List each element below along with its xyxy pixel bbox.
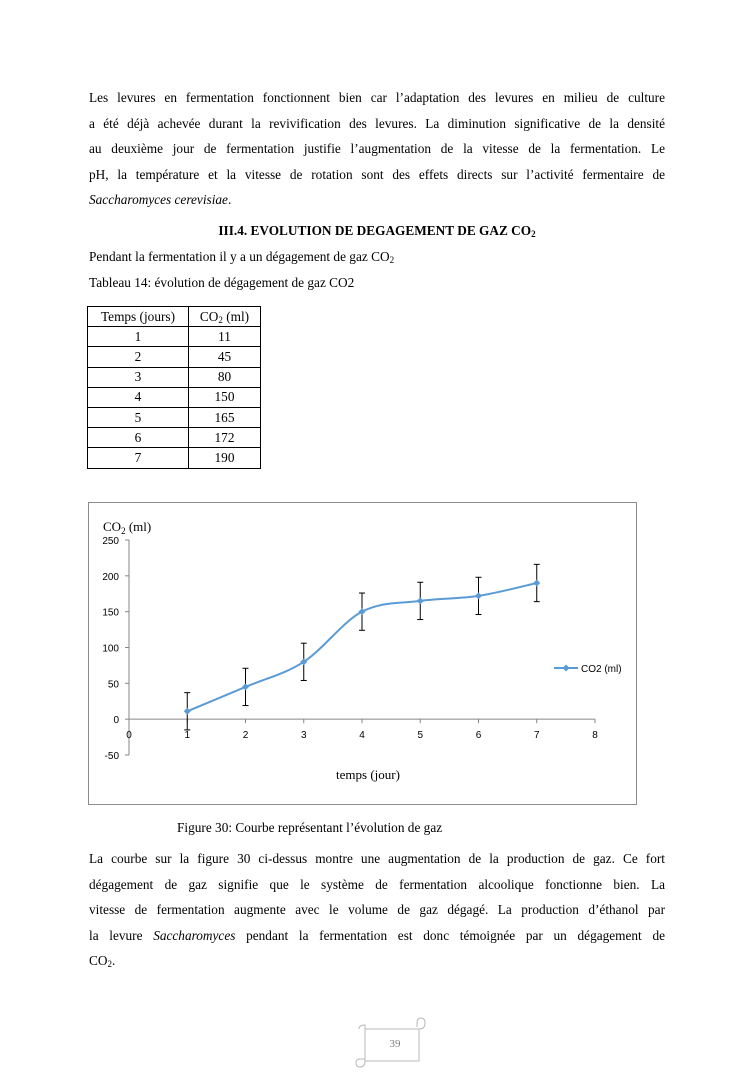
y-axis-label: $CO_2$ (ml) <box>103 519 152 536</box>
x-tick-label: 6 <box>475 730 482 742</box>
table-cell-co2: 150 <box>189 387 261 407</box>
table-row <box>88 347 261 367</box>
x-tick-label: 0 <box>126 730 132 742</box>
intro-paragraph <box>89 85 665 213</box>
table-cell-day: 5 <box>88 407 189 427</box>
x-tick-label: 3 <box>300 730 307 742</box>
table-cell-day: 6 <box>88 428 189 448</box>
table-cell-day: 7 <box>88 448 189 468</box>
table-cell-co2: 165 <box>189 407 261 427</box>
page-number: 39 <box>389 1038 401 1050</box>
table-row <box>88 428 261 448</box>
conclusion-paragraph <box>89 846 665 974</box>
x-tick-label: 4 <box>359 730 365 742</box>
intro-end: . <box>227 192 232 208</box>
chart-svg <box>89 503 638 806</box>
conclusion-line-2: dégagement de gaz signifie que le système de fermentation alcoolique fonctionne bien. La <box>89 876 665 892</box>
conclusion-end: . <box>111 953 116 969</box>
table-row <box>88 387 261 407</box>
conclusion-line-4-a: la levure <box>89 927 154 943</box>
intro-line-5 <box>89 187 665 213</box>
table-row <box>88 367 261 387</box>
co2-chart <box>88 502 637 805</box>
conclusion-line-4-b: pendant la fermentation est donc témoignée par un dégagement de <box>235 927 665 943</box>
table-cell-day: 1 <box>88 327 189 347</box>
conclusion-line-1: La courbe sur la figure 30 ci-dessus montre une augmentation de la production de gaz. Ce fort <box>89 851 665 866</box>
conclusion-line-4 <box>89 923 665 949</box>
section-heading-sub: 2 <box>531 229 536 239</box>
table-cell-day: 2 <box>88 347 189 367</box>
conclusion-line-3: vitesse de fermentation augmente avec le volume de gaz dégagé. La production d’éthanol par <box>89 902 665 918</box>
x-tick-label: 5 <box>417 730 424 742</box>
header-time: Temps (jours) <box>88 307 189 327</box>
species-name: Saccharomyces cerevisiae <box>89 192 228 208</box>
table-cell-co2: 190 <box>189 448 261 468</box>
co2-table <box>87 306 261 469</box>
page-number-scroll <box>355 1017 430 1069</box>
x-tick-label: 7 <box>533 730 540 742</box>
intro-line-2: a été déjà achevée durant la revivification des levures. La diminution significative de la densité <box>89 115 665 131</box>
header-co2-suffix: (ml) <box>222 308 250 324</box>
header-co2-prefix: CO <box>199 308 219 324</box>
table-row <box>88 448 261 468</box>
table-row <box>88 327 261 347</box>
table-cell-co2: 11 <box>189 327 261 347</box>
y-tick-label: 150 <box>102 607 119 619</box>
table-cell-day: 4 <box>88 387 189 407</box>
conclusion-co-sub: 2 <box>107 959 112 970</box>
x-axis-label: temps (jour) <box>336 767 400 782</box>
table-row <box>88 407 261 427</box>
y-tick-label: 100 <box>102 643 119 655</box>
conclusion-species: Saccharomyces <box>153 927 236 943</box>
data-point <box>242 683 249 690</box>
table-cell-day: 3 <box>88 367 189 387</box>
intro-line-4: pH, la température et la vitesse de rotation sont des effets directs sur l’activité fermentaire de <box>89 166 665 182</box>
figure-caption: Figure 30: Courbe représentant l’évolution de gaz <box>177 820 443 835</box>
legend-label: CO2 (ml) <box>581 664 622 675</box>
table-cell-co2: 45 <box>189 347 261 367</box>
y-tick-label: 0 <box>113 715 119 727</box>
section-heading-text: III.4. EVOLUTION DE DEGAGEMENT DE GAZ CO <box>218 223 532 238</box>
table-caption: Tableau 14: évolution de dégagement de gaz CO2 <box>89 275 355 290</box>
intro-line-1: Les levures en fermentation fonctionnent bien car l’adaptation des levures en milieu de culture <box>89 90 665 105</box>
table-cell-co2: 80 <box>189 367 261 387</box>
scroll-ornament-icon <box>355 1017 430 1069</box>
x-tick-label: 1 <box>184 730 191 742</box>
data-point <box>184 708 191 715</box>
intro-line-3: au deuxième jour de fermentation justifie l’augmentation de la vitesse de la fermentation. Le <box>89 141 665 157</box>
statement-text: Pendant la fermentation il y a un dégagement de gaz CO <box>89 249 390 264</box>
x-tick-label: 8 <box>592 730 598 742</box>
table-cell-co2: 172 <box>189 428 261 448</box>
y-tick-label: -50 <box>104 751 119 762</box>
legend-marker <box>563 665 570 672</box>
data-point <box>475 592 482 599</box>
data-point <box>417 597 424 604</box>
statement-sub: 2 <box>389 255 395 265</box>
header-co2-sub: 2 <box>218 314 223 325</box>
table-header-row <box>88 307 261 327</box>
section-heading <box>89 220 665 242</box>
y-tick-label: 200 <box>102 571 119 583</box>
data-point <box>533 580 540 587</box>
statement-line <box>89 247 394 267</box>
x-tick-label: 2 <box>242 730 249 742</box>
conclusion-co: CO <box>89 953 108 969</box>
header-co2 <box>189 307 261 327</box>
y-tick-label: 50 <box>107 679 119 691</box>
y-tick-label: 250 <box>102 536 119 547</box>
conclusion-line-5 <box>89 948 665 974</box>
